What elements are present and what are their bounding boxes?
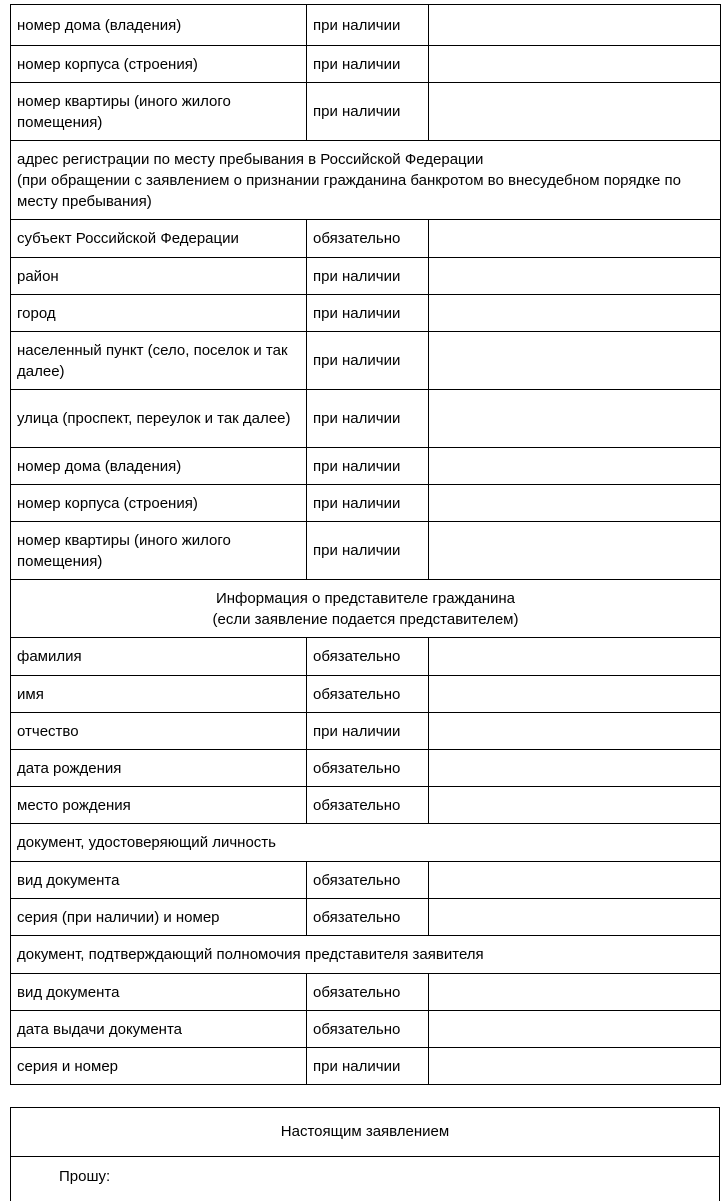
value-cell[interactable]	[429, 676, 721, 713]
field-label: район	[11, 258, 307, 295]
requirement-cell: при наличии	[307, 332, 429, 390]
table-row	[11, 713, 721, 750]
request-label: Прошу:	[59, 1168, 111, 1185]
requirement-cell: обязательно	[307, 862, 429, 899]
field-label: место рождения	[11, 787, 307, 824]
field-label: населенный пункт (село, поселок и так далее)	[11, 332, 307, 390]
statement-box	[10, 1107, 720, 1201]
section-heading: документ, удостоверяющий личность	[11, 824, 721, 862]
section-row	[11, 936, 721, 974]
requirement-cell: при наличии	[307, 522, 429, 580]
value-cell[interactable]	[429, 220, 721, 258]
table-row	[11, 862, 721, 899]
value-cell[interactable]	[429, 974, 721, 1011]
table-row	[11, 390, 721, 448]
requirement-cell: обязательно	[307, 974, 429, 1011]
field-label: номер дома (владения)	[11, 5, 307, 46]
value-cell[interactable]	[429, 522, 721, 580]
value-cell[interactable]	[429, 448, 721, 485]
field-label: серия и номер	[11, 1048, 307, 1085]
requirement-cell: при наличии	[307, 295, 429, 332]
requirement-cell: обязательно	[307, 899, 429, 936]
field-label: номер корпуса (строения)	[11, 485, 307, 522]
table-row	[11, 787, 721, 824]
table-row	[11, 83, 721, 141]
field-label: вид документа	[11, 862, 307, 899]
requirement-cell: при наличии	[307, 83, 429, 141]
field-label: город	[11, 295, 307, 332]
table-row	[11, 448, 721, 485]
section-row	[11, 580, 721, 638]
value-cell[interactable]	[429, 390, 721, 448]
value-cell[interactable]	[429, 1011, 721, 1048]
requirement-cell: при наличии	[307, 448, 429, 485]
requirement-cell: при наличии	[307, 5, 429, 46]
requirement-cell: при наличии	[307, 485, 429, 522]
value-cell[interactable]	[429, 295, 721, 332]
field-label: вид документа	[11, 974, 307, 1011]
form-table-body	[11, 5, 721, 1085]
value-cell[interactable]	[429, 1048, 721, 1085]
table-row	[11, 46, 721, 83]
value-cell[interactable]	[429, 5, 721, 46]
requirement-cell: при наличии	[307, 1048, 429, 1085]
table-row	[11, 899, 721, 936]
field-label: отчество	[11, 713, 307, 750]
field-label: номер квартиры (иного жилого помещения)	[11, 522, 307, 580]
value-cell[interactable]	[429, 83, 721, 141]
value-cell[interactable]	[429, 485, 721, 522]
table-row	[11, 5, 721, 46]
value-cell[interactable]	[429, 862, 721, 899]
requirement-cell: при наличии	[307, 46, 429, 83]
section-heading: Информация о представителе гражданина (если заявление подается представителем)	[11, 580, 721, 638]
table-row	[11, 676, 721, 713]
field-label: субъект Российской Федерации	[11, 220, 307, 258]
value-cell[interactable]	[429, 258, 721, 295]
value-cell[interactable]	[429, 713, 721, 750]
table-row	[11, 638, 721, 676]
table-row	[11, 295, 721, 332]
table-row	[11, 974, 721, 1011]
section-row	[11, 824, 721, 862]
field-label: улица (проспект, переулок и так далее)	[11, 390, 307, 448]
section-heading: адрес регистрации по месту пребывания в Российской Федерации (при обращении с заявлением о признании гражданина банкротом во внесудебном порядке по месту пребывания)	[11, 141, 721, 220]
section-row	[11, 141, 721, 220]
field-label: дата выдачи документа	[11, 1011, 307, 1048]
field-label: номер дома (владения)	[11, 448, 307, 485]
requirement-cell: обязательно	[307, 787, 429, 824]
requirement-cell: при наличии	[307, 713, 429, 750]
table-row	[11, 332, 721, 390]
applicant-info-table	[10, 4, 721, 1085]
value-cell[interactable]	[429, 638, 721, 676]
field-label: номер корпуса (строения)	[11, 46, 307, 83]
table-row	[11, 220, 721, 258]
requirement-cell: при наличии	[307, 390, 429, 448]
requirement-cell: обязательно	[307, 676, 429, 713]
requirement-cell: при наличии	[307, 258, 429, 295]
section-heading: документ, подтверждающий полномочия представителя заявителя	[11, 936, 721, 974]
value-cell[interactable]	[429, 750, 721, 787]
table-row	[11, 1011, 721, 1048]
field-label: фамилия	[11, 638, 307, 676]
requirement-cell: обязательно	[307, 1011, 429, 1048]
table-row	[11, 258, 721, 295]
table-row	[11, 522, 721, 580]
field-label: серия (при наличии) и номер	[11, 899, 307, 936]
table-row	[11, 1048, 721, 1085]
table-row	[11, 750, 721, 787]
requirement-cell: обязательно	[307, 220, 429, 258]
table-row	[11, 485, 721, 522]
value-cell[interactable]	[429, 899, 721, 936]
requirement-cell: обязательно	[307, 638, 429, 676]
requirement-cell: обязательно	[307, 750, 429, 787]
value-cell[interactable]	[429, 46, 721, 83]
field-label: имя	[11, 676, 307, 713]
value-cell[interactable]	[429, 332, 721, 390]
value-cell[interactable]	[429, 787, 721, 824]
field-label: дата рождения	[11, 750, 307, 787]
field-label: номер квартиры (иного жилого помещения)	[11, 83, 307, 141]
statement-title: Настоящим заявлением	[11, 1108, 719, 1157]
